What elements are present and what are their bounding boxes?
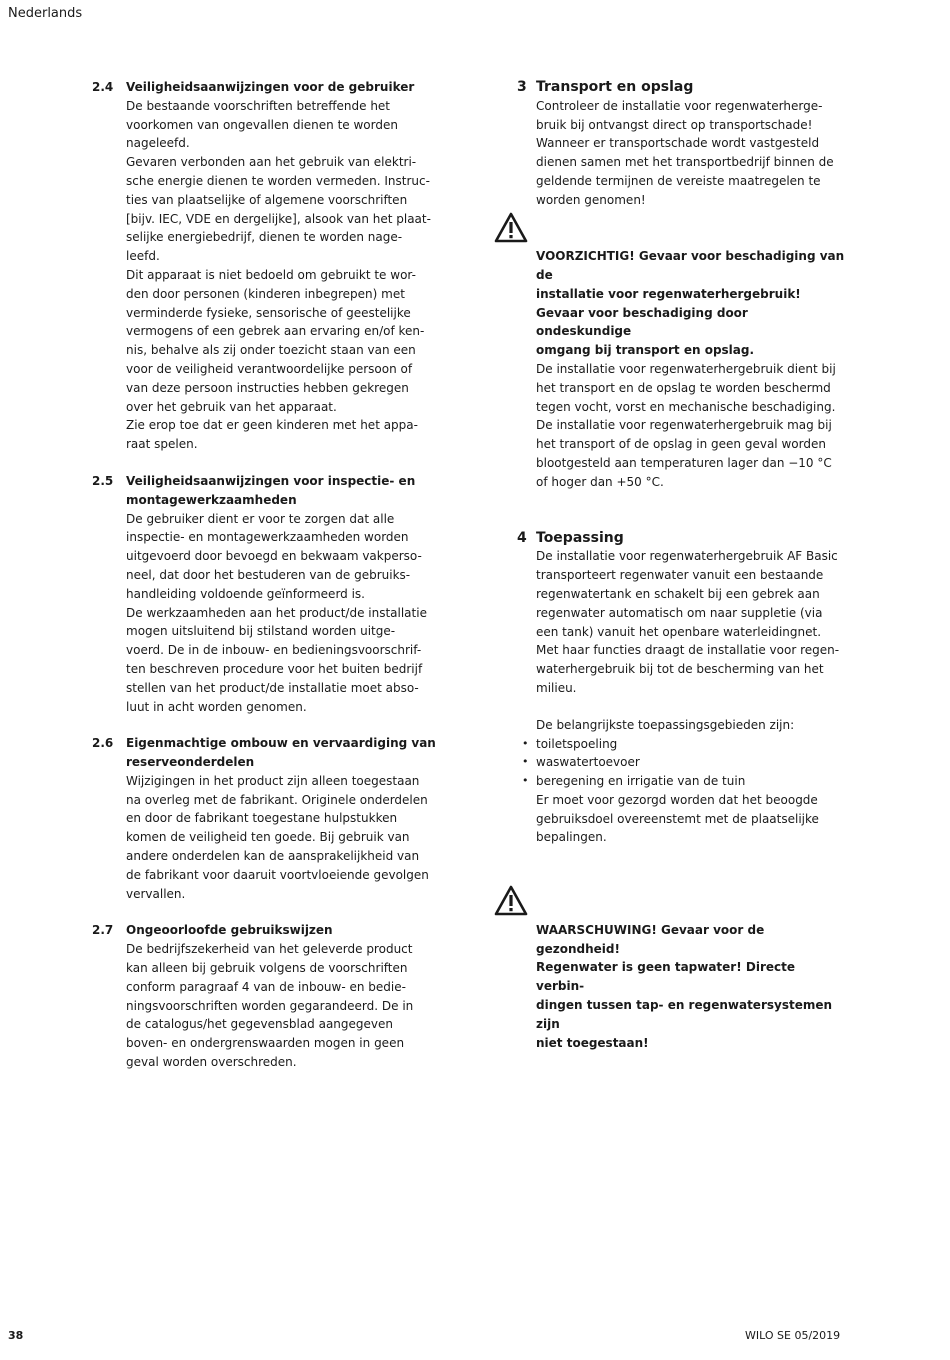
left-column bbox=[92, 78, 442, 1072]
warning-triangle-icon bbox=[494, 212, 528, 243]
section-title: Veiligheidsaanwijzingen voor de gebruiker bbox=[126, 80, 415, 94]
section-body-continued: Er moet voor gezorgd worden dat het beoogde gebruiksdoel overeenstemt met de plaatselijke bepalingen. bbox=[536, 792, 819, 845]
section-3 bbox=[517, 78, 847, 492]
right-column bbox=[517, 78, 847, 1052]
list-item: • waswatertoevoer bbox=[536, 753, 847, 772]
language-label: Nederlands bbox=[8, 6, 83, 21]
section-2-6 bbox=[92, 734, 442, 903]
warning-triangle-icon bbox=[494, 885, 528, 916]
section-number: 2.4 bbox=[92, 80, 114, 94]
application-list bbox=[536, 735, 847, 791]
section-title: Eigenmachtige ombouw en vervaardiging van reserveonderdelen bbox=[126, 736, 436, 770]
caution-text: VOORZICHTIG! Gevaar voor beschadiging van de installatie voor regenwaterhergebruik! Gevaar voor beschadiging door ondeskundige omgang bij transport en opslag. bbox=[536, 249, 845, 358]
list-item: • beregening en irrigatie van de tuin bbox=[536, 772, 847, 791]
section-body: De bestaande voorschriften betreffende het voorkomen van ongevallen dienen te worden nageleefd. Gevaren verbonden aan het gebruik van elektri- sche energie dienen te worden vermeden. Instruc- ties van plaatselijke of algemene voorschriften [bijv. IEC, VDE en dergelijke], alsook van het plaat- selijke energiebedrijf, dienen te worden nage- leefd. Dit apparaat is niet bedoeld om gebruikt te wor- den door personen (kinderen inbegrepen) met verminderde fysieke, sensorische of geestelijke vermogens of een gebrek aan ervaring en/of ken- nis, behalve als zij onder toezicht staan van een voor de veiligheid verantwoordelijke persoon of van deze persoon instructies hebben gekregen over het gebruik van het apparaat. Zie erop toe dat er geen kinderen met het appa- raat spelen. bbox=[126, 98, 431, 452]
section-body: De bedrijfszekerheid van het geleverde product kan alleen bij gebruik volgens de voorschriften conform paragraaf 4 van de inbouw- en bedie- ningsvoorschriften worden gegarandeerd. De in de catalogus/het gegevensblad aangegeven boven- en ondergrenswaarden mogen in geen geval worden overschreden. bbox=[126, 942, 414, 1070]
section-body: Controleer de installatie voor regenwaterherge- bruik bij ontvangst direct op transportschade! Wanneer er transportschade wordt vastgesteld dienen samen met het transportbedrijf binnen de geldende termijnen de vereiste maatregelen te worden genomen! bbox=[536, 98, 834, 207]
section-2-4 bbox=[92, 78, 442, 454]
section-number: 4 bbox=[517, 529, 527, 546]
section-number: 3 bbox=[517, 79, 527, 95]
warning-notice bbox=[536, 883, 847, 1052]
section-title: Ongeoorloofde gebruikswijzen bbox=[126, 923, 333, 938]
warning-text: WAARSCHUWING! Gevaar voor de gezondheid! Regenwater is geen tapwater! Directe verbin- dingen tussen tap- en regenwatersystemen zijn niet toegestaan! bbox=[536, 922, 833, 1050]
section-number: 2.6 bbox=[92, 736, 114, 751]
section-title: Transport en opslag bbox=[536, 79, 694, 95]
list-item: • toiletspoeling bbox=[536, 735, 847, 754]
section-2-5 bbox=[92, 472, 442, 716]
publisher-footer: WILO SE 05/2019 bbox=[745, 1329, 841, 1342]
section-body: Wijzigingen in het product zijn alleen toegestaan na overleg met de fabrikant. Originele onderdelen en door de fabrikant toegestane hulpstukken komen de veiligheid ten goede. Bij gebruik van andere onderdelen kan de aansprakelijkheid van de fabrikant voor daaruit voortvloeiende gevolgen vervallen. bbox=[126, 773, 429, 901]
section-number: 2.5 bbox=[92, 473, 114, 488]
caution-notice bbox=[536, 210, 847, 360]
page-number: 38 bbox=[8, 1329, 24, 1342]
list-intro: De belangrijkste toepassingsgebieden zijn: bbox=[536, 717, 795, 732]
section-title: Toepassing bbox=[536, 529, 624, 546]
section-number: 2.7 bbox=[92, 923, 114, 938]
section-body-continued: De installatie voor regenwaterhergebruik dient bij het transport en de opslag te worden beschermd tegen vocht, vorst en mechanische beschadiging. De installatie voor regenwaterhergebruik mag bij het transport of de opslag in geen geval worden blootgesteld aan temperaturen lager dan −10 °C of hoger dan +50 °C. bbox=[536, 361, 836, 489]
section-4 bbox=[517, 529, 847, 1053]
section-title: Veiligheidsaanwijzingen voor inspectie- en montagewerkzaamheden bbox=[126, 473, 416, 507]
section-body: De installatie voor regenwaterhergebruik AF Basic transporteert regenwater vanuit een bestaande regenwatertank en schakelt bij een gebrek aan regenwater automatisch om naar suppletie (via een tank) vanuit het openbare waterleidingnet. Met haar functies draagt de installatie voor regen- waterhergebruik bij tot de bescherming van het milieu. bbox=[536, 549, 840, 695]
section-body: De gebruiker dient er voor te zorgen dat alle inspectie- en montagewerkzaamheden worden uitgevoerd door bevoegd en bekwaam vakperso- neel, dat door het bestuderen van de gebruiks- handleiding voldoende geïnformeerd is. De werkzaamheden aan het product/de installatie mogen uitsluitend bij stilstand worden uitge- voerd. De in de inbouw- en bedieningsvoorschrif- ten beschreven procedure voor het buiten bedrijf stellen van het product/de installatie moet abso- luut in acht worden genomen. bbox=[126, 511, 427, 714]
section-2-7 bbox=[92, 921, 442, 1071]
